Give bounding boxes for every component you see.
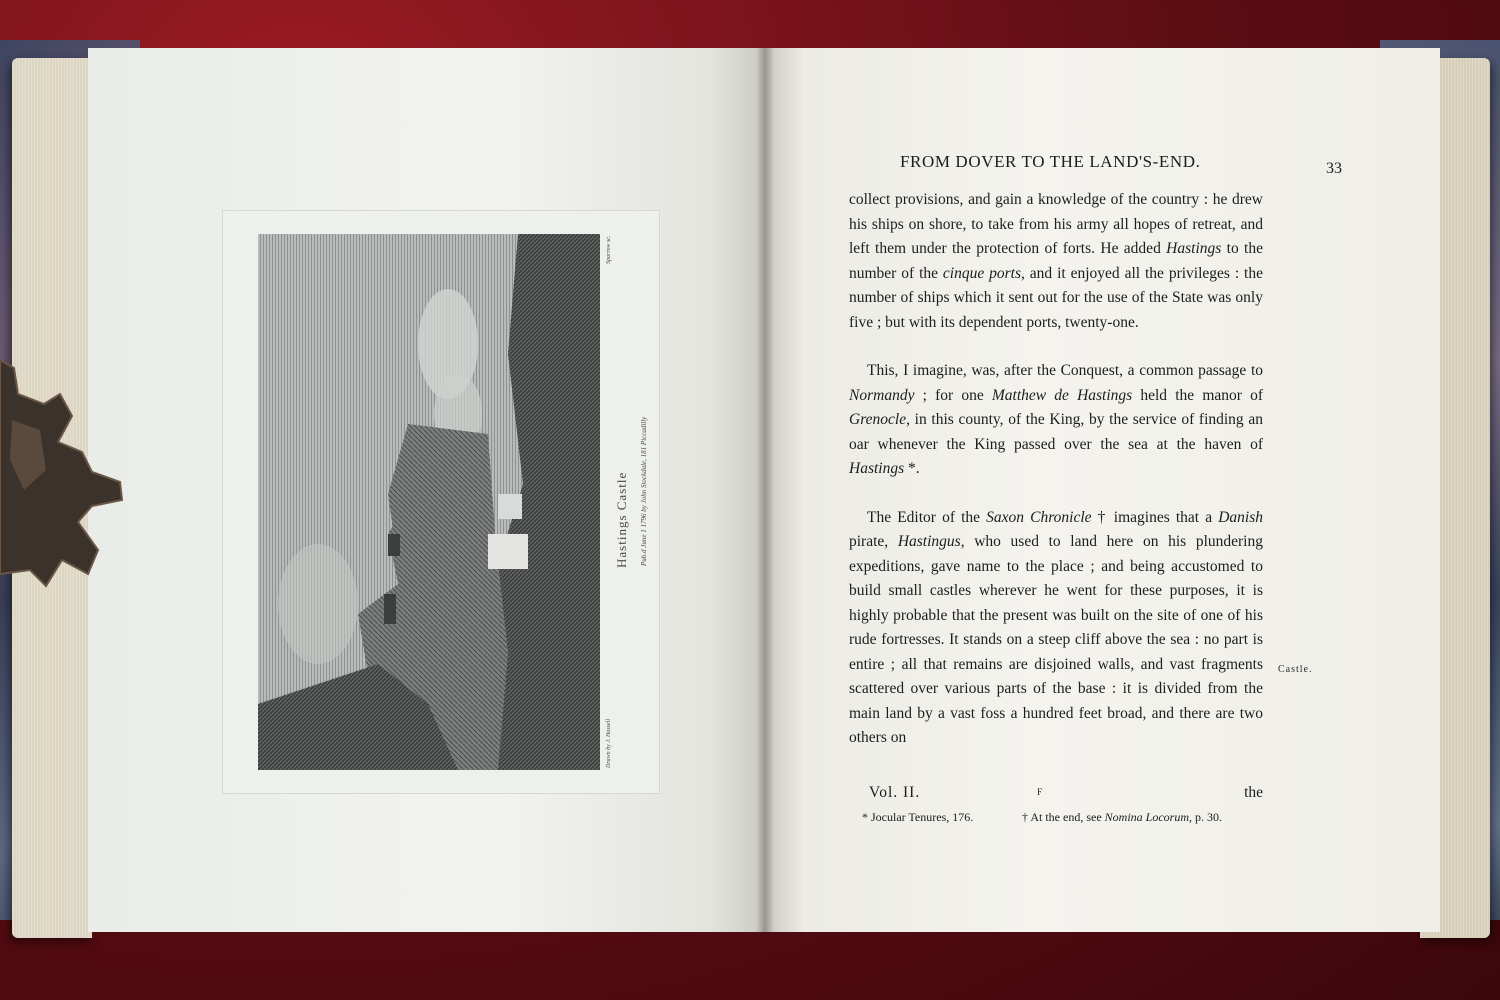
paragraph-3 [849, 506, 1263, 751]
paragraph-2-segment: , in this county, of the King, by the service of finding an oar whenever the King passed over the sea at the haven of [849, 411, 1263, 453]
plate-drawn-by: Drawn by J. Hassell [606, 719, 612, 768]
paragraph-2 [849, 359, 1263, 482]
footnote-2 [1022, 810, 1222, 825]
book-clasp-icon [0, 360, 130, 610]
paragraph-1 [849, 188, 1263, 335]
paragraph-1-segment: collect provisions, and gain a knowledge of the country : he drew his ships on shore, to take from his army all hopes of retreat, and left them under the protection of forts. He added [849, 191, 1263, 257]
paragraph-1-segment: to the number of the [849, 240, 1263, 282]
paragraph-2-segment: This, I imagine, was, after the Conquest, a common passage to [867, 362, 1263, 379]
footnote-2-italic: Nomina Locorum [1104, 810, 1189, 824]
paragraph-1-segment: cinque ports [942, 264, 1022, 282]
signature-mark: F [1037, 787, 1043, 797]
paragraph-3-segment: † imagines that a [1091, 508, 1219, 526]
signature-volume: Vol. II. [869, 784, 921, 801]
paragraph-2-segment: Hastings [849, 460, 905, 477]
engraving-picture [258, 234, 600, 770]
paragraph-2-segment: held the manor of [1132, 386, 1263, 404]
paragraph-2-segment: Grenocle [849, 411, 907, 428]
footnote-2-prefix: † At the end, see [1022, 810, 1105, 824]
catchword: the [1244, 784, 1263, 801]
paragraph-3-segment: Saxon Chronicle [986, 508, 1092, 526]
paragraph-2-segment: ; for one [914, 386, 992, 404]
page-number: 33 [1326, 160, 1342, 177]
paragraph-3-segment: The Editor of the [867, 508, 987, 526]
footnote-1: * Jocular Tenures, 176. [862, 810, 974, 824]
body-text [849, 188, 1263, 751]
paragraph-3-segment: Danish [1218, 508, 1263, 526]
running-head: FROM DOVER TO THE LAND'S-END. [900, 152, 1201, 171]
margin-note: Castle. [1278, 664, 1313, 675]
book-gutter [756, 48, 774, 932]
paragraph-2-segment: Matthew de Hastings [991, 386, 1133, 404]
paragraph-2-segment: *. [904, 460, 920, 477]
paragraph-3-segment: pirate, [849, 533, 898, 550]
footnote-2-suffix: , p. 30. [1189, 810, 1222, 824]
paragraph-1-segment: Hastings [1166, 240, 1222, 257]
paragraph-1-segment: , and it enjoyed all the privileges : the number of ships which it sent out for the use of the State was only five ; but with its dependent ports, twenty-one. [849, 264, 1263, 331]
plate-caption: Hastings Castle [614, 471, 629, 568]
engraving-illustration [258, 234, 600, 770]
plate-engraved-by: Sparrow sc. [606, 235, 612, 264]
paragraph-3-segment: , who used to land here on his plundering expeditions, gave name to the place ; and being accustomed to build small castles wherever he went for these purposes, it is highly probable that the present was built on the site of one of his rude fortresses. It stands on a steep cliff above the sea : no part is entire ; all that remains are disjoined walls, and vast fragments scattered over various parts of the base : it is divided from the main land by a vast foss a hundred feet broad, and there are two others on [849, 533, 1263, 746]
paragraph-2-segment: Normandy [849, 386, 915, 404]
plate-publication-line: Pub.d June 1 1796 by John Stockdale, 181 Piccadilly [640, 416, 648, 566]
paragraph-3-segment: Hastingus [897, 533, 961, 550]
